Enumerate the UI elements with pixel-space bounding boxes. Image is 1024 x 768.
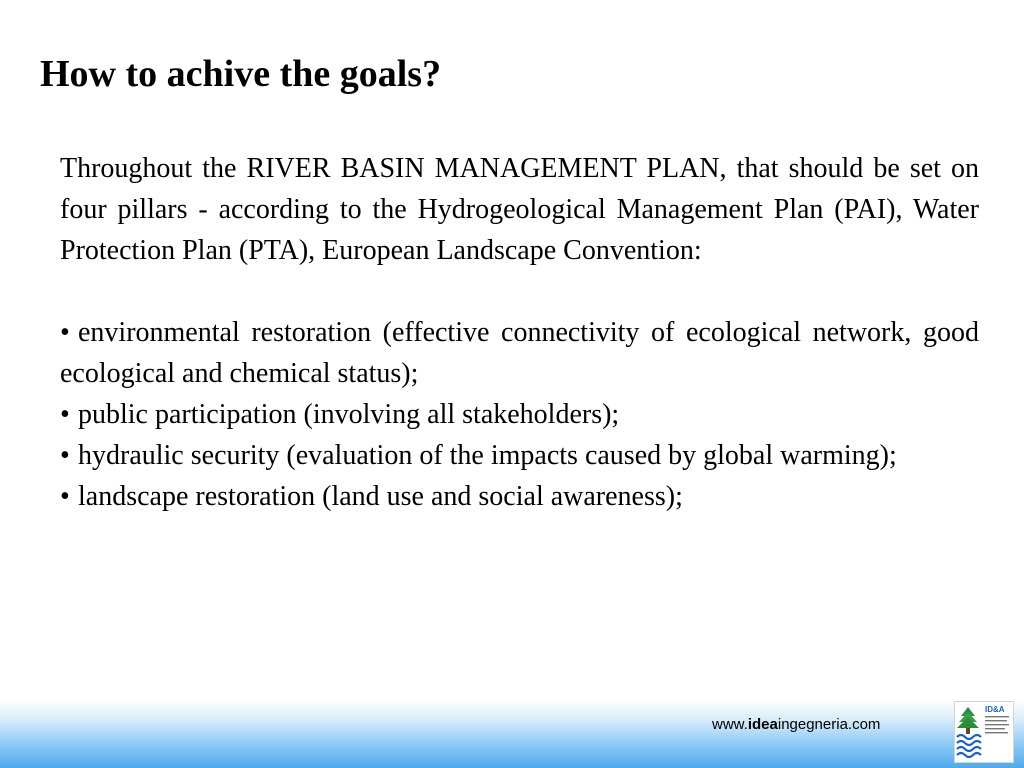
bullet-item: [60, 476, 979, 517]
footer-gradient-band: [0, 700, 1024, 768]
website-bold: idea: [747, 716, 778, 733]
slide-title: How to achive the goals?: [40, 53, 442, 95]
bullet-icon: •: [60, 317, 70, 348]
slide-body: [60, 148, 979, 517]
bullet-icon: •: [60, 440, 70, 471]
bullet-item: [60, 312, 979, 394]
bullet-text: landscape restoration (land use and social awareness);: [78, 481, 683, 512]
bullet-item: [60, 435, 979, 476]
intro-paragraph: Throughout the RIVER BASIN MANAGEMENT PLAN, that should be set on four pillars - according to the Hydrogeological Management Plan (PAI), Water Protection Plan (PTA), European Landscape Convention:: [60, 153, 979, 266]
website-link[interactable]: [712, 716, 880, 733]
tree-and-waves-logo-icon: [955, 702, 1013, 762]
bullet-item: [60, 394, 979, 435]
company-logo: [954, 701, 1014, 763]
bullet-icon: •: [60, 399, 70, 430]
bullet-icon: •: [60, 481, 70, 512]
bullet-text: public participation (involving all stakeholders);: [78, 399, 620, 430]
website-suffix: ingegneria.com: [777, 716, 881, 733]
website-prefix: www.: [712, 716, 748, 733]
logo-text: ID&A: [985, 705, 1005, 714]
paragraph-spacer: [60, 271, 979, 312]
bullet-text: hydraulic security (evaluation of the impacts caused by global warming);: [78, 440, 897, 471]
bullet-text: environmental restoration (effective connectivity of ecological network, good ecological and chemical status);: [60, 317, 979, 389]
